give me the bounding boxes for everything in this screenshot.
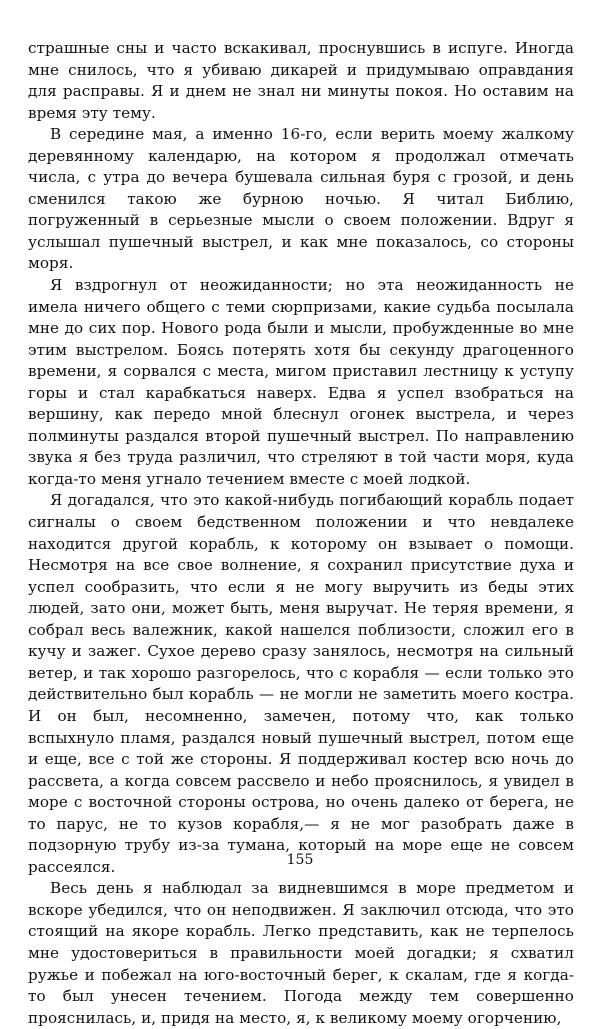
paragraph: Я вздрогнул от неожиданности; но эта неожиданность не имела ничего общего с теми сюрпризами, какие судьба посылала мне до сих пор. Нового рода были и мысли, пробужденные во мне этим выстрелом. Боясь потерять хотя бы секунду драгоценного времени, я сорвался с места, мигом приставил лестницу к уступу горы и стал карабкаться наверх. Едва я успел взобраться на вершину, как передо мной блеснул огонек выстрела, и через полминуты раздался второй пушечный выстрел. По направлению звука я без труда различил, что стреляют в той части моря, куда когда-то меня угнало течением вместе с моей лодкой.	[28, 276, 574, 488]
page-number: 155	[286, 852, 314, 868]
paragraph-continuation: страшные сны и часто вскакивал, проснувшись в испуге. Иногда мне снилось, что я убиваю дикарей и придумываю оправдания для расправы. Я и днем не знал ни минуты покоя. Но оставим на время эту тему.	[28, 39, 574, 122]
page-body	[28, 38, 574, 1029]
paragraph: В середине мая, а именно 16-го, если верить моему жалкому деревянному календарю, на котором я продолжал отмечать числа, с утра до вечера бушевала сильная буря с грозой, и день сменился такою же бурною ночью. Я читал Библию, погруженный в серьезные мысли о своем положении. Вдруг я услышал пушечный выстрел, и как мне показалось, со стороны моря.	[28, 125, 574, 273]
paragraph: Я догадался, что это какой-нибудь погибающий корабль подает сигналы о своем бедственном положении и что невдалеке находится другой корабль, к которому он взывает о помощи. Несмотря на все свое волнение, я сохранил присутствие духа и успел сообразить, что если я не могу выручить из беды этих людей, зато они, может быть, меня выручат. Не теряя времени, я собрал весь валежник, какой нашелся поблизости, сложил его в кучу и зажег. Сухое дерево сразу занялось, несмотря на сильный ветер, и так хорошо разгорелось, что с корабля — если только это действительно был корабль — не могли не заметить моего костра. И он был, несомненно, замечен, потому что, как только вспыхнуло пламя, раздался новый пушечный выстрел, потом еще и еще, все с той же стороны. Я поддерживал костер всю ночь до рассвета, а когда совсем рассвело и небо прояснилось, я увидел в море с восточной стороны острова, но очень далеко от берега, не то парус, не то кузов корабля,— я не мог разобрать даже в подзорную трубу из-за тумана, который на море еще не совсем рассеялся.	[28, 491, 574, 876]
paragraph: Весь день я наблюдал за видневшимся в море предметом и вскоре убедился, что он неподвижен. Я заключил отсюда, что это стоящий на якоре корабль. Легко представить, как не терпелось мне удостовериться в правильности моей догадки; я схватил ружье и побежал на юго-восточный берег, к скалам, где я когда-то был унесен течением. Погода между тем совершенно прояснилась, и, придя на место, я, к великому моему огорчению,	[28, 879, 574, 1027]
